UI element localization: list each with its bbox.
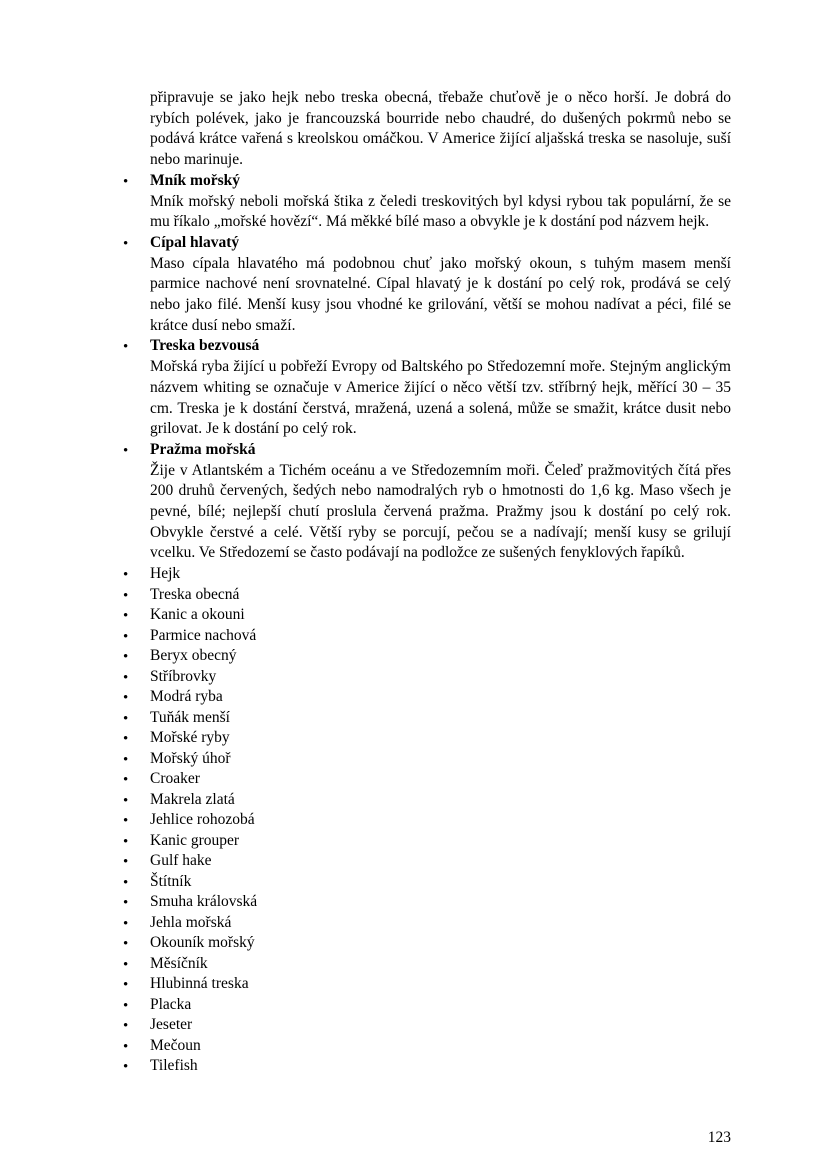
bullet-icon: • [123, 997, 129, 1014]
bullet-icon: • [123, 628, 129, 645]
list-item [123, 933, 731, 954]
bullet-icon: • [123, 833, 129, 850]
entry [123, 336, 731, 440]
entry-body: Mník mořský neboli mořská štika z čeledi treskovitých byl kdysi rybou tak populární, že se mu říkalo „mořské hovězí“. Má měkké bílé maso a obvykle je k dostání pod názvem hejk. [150, 192, 731, 231]
bullet-icon: • [123, 956, 129, 973]
entry [123, 440, 731, 564]
bullet-icon: • [123, 1038, 129, 1055]
entry [123, 171, 731, 233]
bullet-icon: • [123, 710, 129, 727]
entry-text [150, 171, 731, 233]
list-item [123, 564, 731, 585]
list-item-label: Štítník [150, 872, 192, 890]
page-number: 123 [707, 1129, 731, 1146]
list-item-label: Kanic grouper [150, 831, 240, 849]
list-item [123, 831, 731, 852]
bullet-icon: • [123, 936, 129, 953]
list-item-label: Jehla mořská [150, 913, 232, 931]
bullet-icon: • [123, 895, 129, 912]
list-item-label: Stříbrovky [150, 667, 217, 685]
list-item-label: Treska obecná [150, 585, 240, 603]
entry [123, 233, 731, 337]
bullet-icon: • [123, 567, 129, 584]
list-item [123, 708, 731, 729]
entry-title: Treska bezvousá [150, 337, 260, 355]
list-item [123, 585, 731, 606]
bullet-icon: • [123, 690, 129, 707]
list-item [123, 954, 731, 975]
entry-list [123, 171, 731, 564]
list-item-label: Beryx obecný [150, 647, 237, 665]
list-item-label: Kanic a okouni [150, 606, 245, 624]
bullet-icon: • [123, 442, 129, 459]
page-content [123, 88, 731, 1077]
entry-title: Mník mořský [150, 171, 240, 189]
bullet-icon: • [123, 1059, 129, 1076]
bullet-icon: • [123, 813, 129, 830]
bullet-icon: • [123, 751, 129, 768]
bullet-icon: • [123, 608, 129, 625]
entry-body: Maso cípala hlavatého má podobnou chuť jako mořský okoun, s tuhým masem menší parmice nachové není srovnatelné. Cípal hlavatý je k dostání po celý rok, prodává se celý nebo jako filé. Menší kusy jsou vhodné ke grilování, větší se mohou nadívat a péci, filé se krátce dusí nebo smaží. [150, 254, 731, 334]
list-item [123, 728, 731, 749]
list-item [123, 769, 731, 790]
bullet-icon: • [123, 587, 129, 604]
list-item-label: Tilefish [150, 1057, 198, 1075]
list-item [123, 995, 731, 1016]
list-item-label: Modrá ryba [150, 688, 223, 706]
entry-text [150, 440, 731, 564]
bullet-icon: • [123, 915, 129, 932]
bullet-icon: • [123, 731, 129, 748]
list-item-label: Hlubinná treska [150, 975, 249, 993]
list-item-label: Parmice nachová [150, 626, 257, 644]
bullet-icon: • [123, 977, 129, 994]
bullet-icon: • [123, 649, 129, 666]
list-item-label: Měsíčník [150, 954, 208, 972]
list-item [123, 646, 731, 667]
list-item-label: Croaker [150, 770, 200, 788]
list-item-label: Placka [150, 995, 192, 1013]
list-item-label: Mořské ryby [150, 729, 230, 747]
list-item [123, 1036, 731, 1057]
list-item-label: Tuňák menší [150, 708, 230, 726]
list-item [123, 872, 731, 893]
list-item-label: Gulf hake [150, 852, 212, 870]
list-item-label: Jeseter [150, 1016, 193, 1034]
list-item [123, 1056, 731, 1077]
entry-title: Pražma mořská [150, 440, 256, 458]
list-item [123, 974, 731, 995]
list-item [123, 851, 731, 872]
entry-title: Cípal hlavatý [150, 233, 240, 251]
list-item [123, 892, 731, 913]
list-item-label: Okouník mořský [150, 934, 255, 952]
list-item-label: Mořský úhoř [150, 749, 231, 767]
bullet-icon: • [123, 772, 129, 789]
bullet-icon: • [123, 669, 129, 686]
bullet-icon: • [123, 874, 129, 891]
list-item [123, 790, 731, 811]
list-item-label: Mečoun [150, 1036, 201, 1054]
entry-text [150, 336, 731, 440]
list-item [123, 626, 731, 647]
bullet-icon: • [123, 235, 129, 252]
list-item [123, 605, 731, 626]
entry-text [150, 233, 731, 337]
bullet-icon: • [123, 792, 129, 809]
fish-list [123, 564, 731, 1077]
list-item-label: Hejk [150, 565, 181, 583]
list-item [123, 667, 731, 688]
bullet-icon: • [123, 1018, 129, 1035]
list-item [123, 687, 731, 708]
list-item-label: Smuha královská [150, 893, 258, 911]
list-item [123, 749, 731, 770]
intro-paragraph: připravuje se jako hejk nebo treska obecná, třebaže chuťově je o něco horší. Je dobrá do rybích polévek, jako je francouzská bourride nebo chaudré, do dušených pokrmů nebo se podává krátce vařená s kreolskou omáčkou. V Americe žijící aljašská treska se nasoluje, suší nebo marinuje. [150, 89, 731, 169]
list-item [123, 913, 731, 934]
list-item-label: Jehlice rohozobá [150, 811, 255, 829]
entry-body: Mořská ryba žijící u pobřeží Evropy od Baltského po Středozemní moře. Stejným anglickým názvem whiting se označuje v Americe žijící o něco větší tzv. stříbrný hejk, měřící 30 – 35 cm. Treska je k dostání čerstvá, mražená, uzená a solená, může se smažit, krátce dusit nebo grilovat. Je k dostání po celý rok. [150, 358, 731, 438]
list-item-label: Makrela zlatá [150, 790, 235, 808]
bullet-icon: • [123, 173, 129, 190]
list-item [123, 1015, 731, 1036]
list-item [123, 810, 731, 831]
bullet-icon: • [123, 339, 129, 356]
bullet-icon: • [123, 854, 129, 871]
entry-body: Žije v Atlantském a Tichém oceánu a ve Středozemním moři. Čeleď pražmovitých čítá přes 200 druhů červených, šedých nebo namodralých ryb o hmotnosti do 1,6 kg. Maso všech je pevné, bílé; nejlepší chutí proslula červená pražma. Pražmy jsou k dostání po celý rok. Obvykle čerstvé a celé. Větší ryby se porcují, pečou se a nadívají; menší kusy se grilují vcelku. Ve Středozemí se často podávají na podložce ze sušených fenyklových řapíků. [150, 461, 731, 562]
